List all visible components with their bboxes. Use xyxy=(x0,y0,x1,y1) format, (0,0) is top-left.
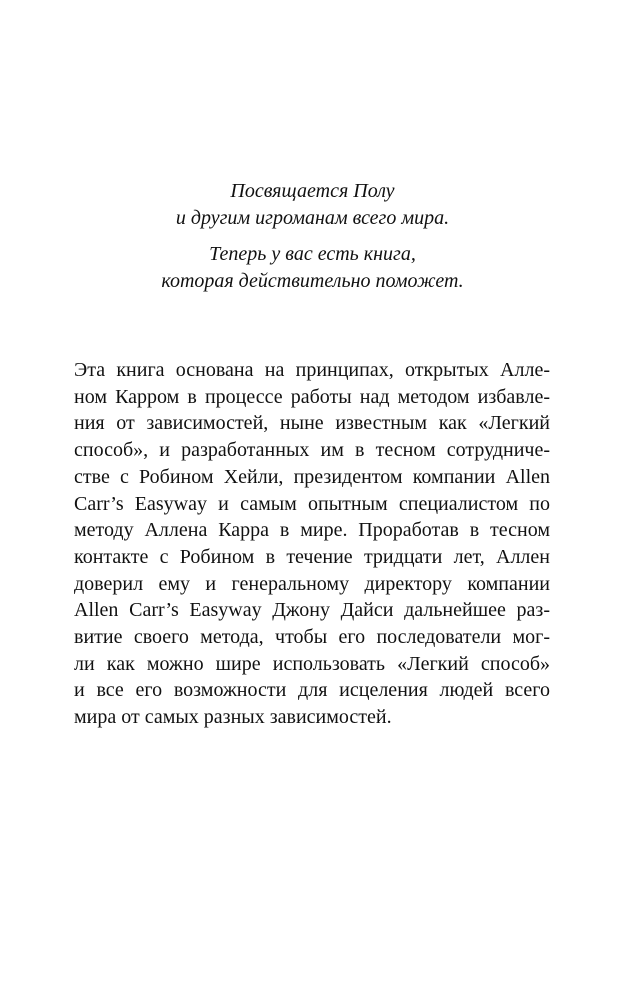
dedication-line: и другим игроманам всего мира. xyxy=(175,207,450,229)
paragraph-line: способ», и разработанных им в тесном сотрудниче- xyxy=(74,439,550,462)
paragraph-line: ном Карром в процессе работы над методом избавле- xyxy=(74,385,550,408)
paragraph-line: мира от самых разных зависимостей. xyxy=(74,706,392,729)
dedication-line: Теперь у вас есть книга, xyxy=(209,243,416,265)
paragraph-line: Allen Carr’s Easyway Джону Дайси дальнейшее раз- xyxy=(74,599,550,622)
paragraph-line: и все его возможности для исцеления людей всего xyxy=(74,679,550,702)
dedication-line: Посвящается Полу xyxy=(230,180,395,202)
dedication-stanza xyxy=(0,241,625,295)
paragraph-line: методу Аллена Карра в мире. Проработав в тесном xyxy=(74,519,550,542)
paragraph-line: контакте с Робином в течение тридцати лет, Аллен xyxy=(74,545,550,568)
dedication-line: которая действительно поможет. xyxy=(161,270,464,292)
paragraph-line: ли как можно шире использовать «Легкий способ» xyxy=(74,652,550,675)
dedication xyxy=(0,178,625,304)
paragraph-line: ния от зависимостей, ныне известным как «Легкий xyxy=(74,412,550,435)
dedication-stanza xyxy=(0,178,625,232)
paragraph-line: Эта книга основана на принципах, открытых Алле- xyxy=(74,359,550,381)
paragraph-line: доверил ему и генеральному директору компании xyxy=(74,572,550,595)
paragraph-line: Carr’s Easyway и самым опытным специалистом по xyxy=(74,492,550,515)
body-paragraph xyxy=(74,357,550,731)
paragraph-line: витие своего метода, чтобы его последователи мог- xyxy=(74,626,550,649)
paragraph-line: стве с Робином Хейли, президентом компании Allen xyxy=(74,465,550,488)
